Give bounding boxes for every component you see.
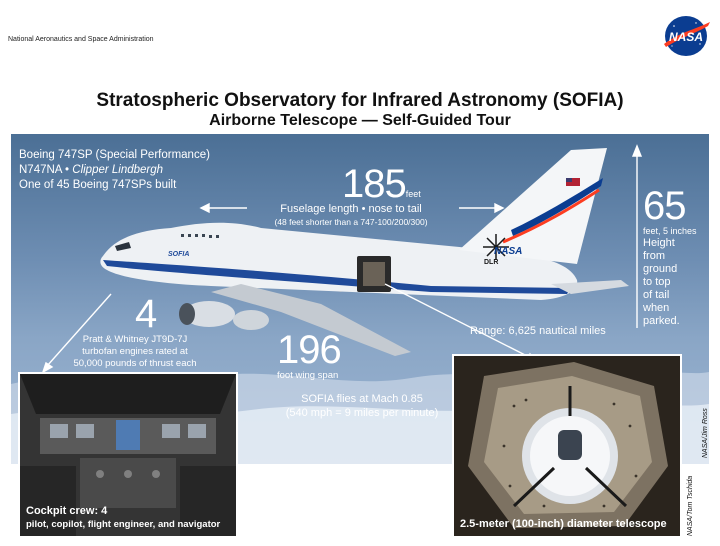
engines-description: Pratt & Whitney JT9D-7J turbofan engines rated at 50,000 pounds of thrust each — [73, 334, 197, 369]
range-text: Range: 6,625 nautical miles — [470, 325, 606, 337]
wingspan-label: foot wing span — [277, 370, 339, 381]
length-value: 185 — [342, 162, 406, 206]
height-description: Height from ground to top of tail when parked. — [643, 237, 680, 327]
height-value: 65 — [643, 184, 686, 228]
logo-text: NASA — [668, 30, 704, 44]
length-note: (48 feet shorter than a 747-100/200/300) — [274, 217, 428, 227]
height-unit: feet, 5 inches — [643, 226, 697, 236]
telescope-caption: 2.5-meter (100-inch) diameter telescope — [460, 518, 667, 530]
engines-value: 4 — [135, 292, 157, 336]
aircraft-count: One of 45 Boeing 747SPs built — [19, 179, 177, 191]
aircraft-name: Clipper Lindbergh — [72, 164, 164, 176]
page-subtitle: Airborne Telescope — Self-Guided Tour — [209, 112, 511, 129]
aircraft-model: Boeing 747SP (Special Performance) — [19, 149, 210, 161]
length-unit: feet — [405, 189, 421, 199]
wingspan-value: 196 — [277, 328, 341, 372]
cockpit-crew-title: Cockpit crew: 4 — [26, 505, 108, 517]
agency-name: National Aeronautics and Space Administration — [8, 36, 154, 43]
fuselage-sofia-logo: SOFIA — [168, 251, 190, 258]
photo-credit-right: NASA/Jim Ross — [702, 408, 709, 458]
length-label: Fuselage length • nose to tail — [280, 203, 422, 215]
speed-text: SOFIA flies at Mach 0.85 (540 mph = 9 miles per minute) — [285, 393, 439, 419]
aircraft-registration: N747NA • — [19, 164, 70, 176]
photo-credit-bottom: NASA/Tom Tschida — [687, 475, 694, 536]
page-title: Stratospheric Observatory for Infrared Astronomy (SOFIA) — [96, 90, 624, 111]
cockpit-crew-list: pilot, copilot, flight engineer, and navigator — [26, 519, 221, 530]
tail-nasa-logo: NASA — [494, 246, 523, 257]
tail-dlr-logo: DLR — [484, 259, 499, 266]
